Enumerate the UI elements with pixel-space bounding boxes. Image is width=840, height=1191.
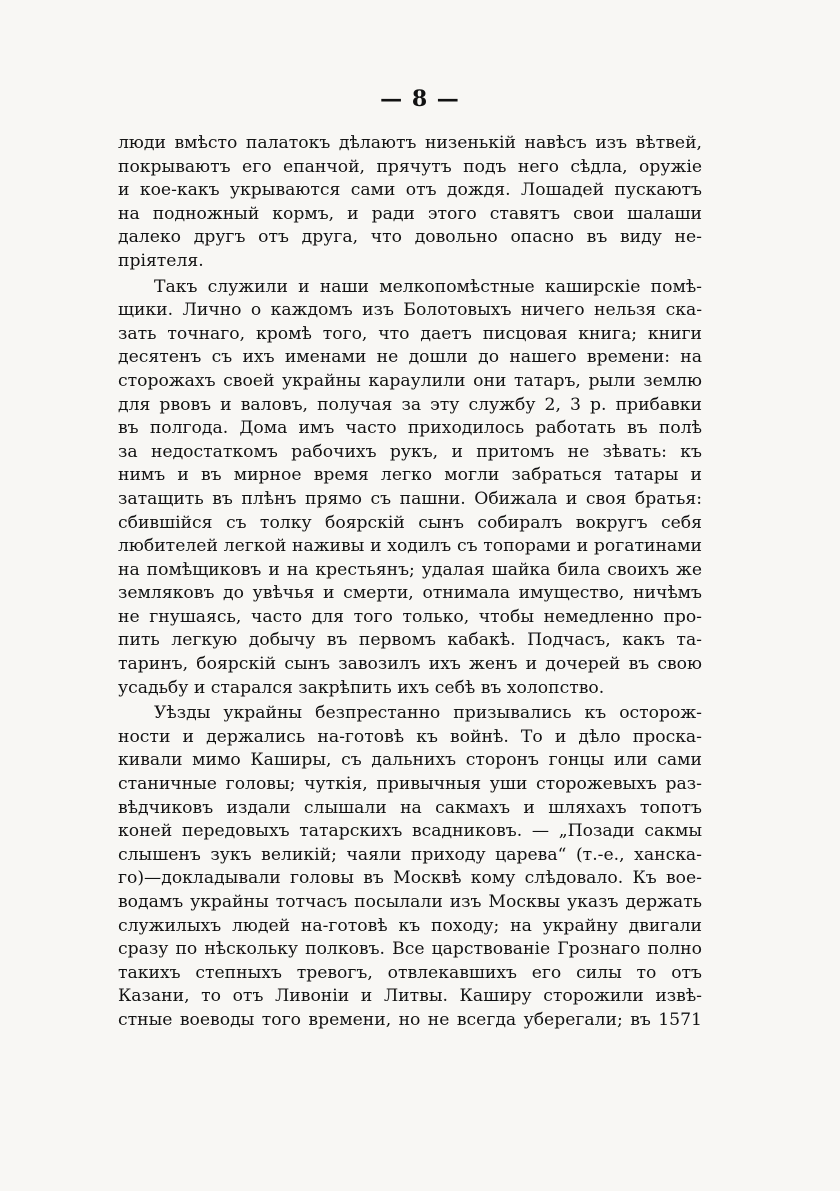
text-line: Казани, то отъ Ливоніи и Литвы. Каширу сторожили извѣ- — [118, 986, 702, 1007]
text-line: далеко другъ отъ друга, что довольно опасно въ виду не- — [118, 227, 702, 248]
text-line: такихъ степныхъ тревогъ, отвлекавшихъ его силы то отъ — [118, 962, 702, 983]
text-line: пріятеля. — [118, 250, 204, 271]
text-line: десятенъ съ ихъ именами не дошли до нашего времени: на — [118, 347, 702, 368]
text-line: сбившійся съ толку боярскій сынъ собиралъ вокругъ себя — [118, 512, 702, 533]
text-line: вѣдчиковъ издали слышали на сакмахъ и шляхахъ топотъ — [118, 797, 702, 818]
text-line: станичные головы; чуткія, привычныя уши сторожевыхъ раз- — [118, 774, 702, 795]
paragraph-1 — [118, 132, 702, 274]
text-line: и кое-какъ укрываются сами отъ дождя. Лошадей пускаютъ — [118, 180, 702, 201]
text-line: усадьбу и старался закрѣпить ихъ себѣ въ холопство. — [118, 677, 605, 698]
paragraph-3 — [118, 702, 702, 1032]
text-line: Такъ служили и наши мелкопомѣстные каширскіе помѣ- — [154, 276, 702, 297]
paragraph-2 — [118, 276, 702, 701]
text-line: за недостаткомъ рабочихъ рукъ, и притомъ не зѣвать: къ — [118, 441, 702, 462]
text-line: щики. Лично о каждомъ изъ Болотовыхъ ничего нельзя ска- — [118, 300, 702, 321]
text-line: кивали мимо Каширы, съ дальнихъ сторонъ гонцы или сами — [118, 750, 702, 771]
text-line: въ полгода. Дома имъ часто приходилось работать въ полѣ — [118, 418, 702, 439]
text-line: на помѣщиковъ и на крестьянъ; удалая шайка била своихъ же — [118, 559, 702, 580]
text-line: пить легкую добычу въ первомъ кабакѣ. Подчасъ, какъ та- — [118, 630, 702, 651]
text-line: коней передовыхъ татарскихъ всадниковъ. — „Позади сакмы — [118, 821, 702, 842]
text-line: го)—докладывали головы въ Москвѣ кому слѣдовало. Къ вое- — [118, 868, 702, 889]
text-line: для рвовъ и валовъ, получая за эту службу 2, 3 р. прибавки — [118, 394, 702, 415]
text-line: ности и держались на-готовѣ къ войнѣ. То и дѣло проска- — [118, 726, 702, 747]
text-line: сторожахъ своей украйны караулили они татаръ, рыли землю — [118, 370, 702, 391]
text-line: затащить въ плѣнъ прямо съ пашни. Обижала и своя братья: — [118, 488, 702, 509]
text-line: служилыхъ людей на-готовѣ къ походу; на украйну двигали — [118, 915, 702, 936]
text-line: зать точнаго, кромѣ того, что даетъ писцовая книга; книги — [118, 323, 702, 344]
body-text — [118, 132, 702, 1033]
text-line: люди вмѣсто палатокъ дѣлаютъ низенькій навѣсъ изъ вѣтвей, — [118, 133, 702, 153]
page-number: — 8 — — [380, 86, 460, 112]
text-line: слышенъ зукъ великій; чаяли приходу царева“ (т.-е., ханска- — [118, 844, 702, 865]
text-line: любителей легкой наживы и ходилъ съ топорами и рогатинами — [118, 536, 702, 557]
text-line: стные воеводы того времени, но не всегда уберегали; въ 1571 — [118, 1009, 702, 1030]
text-line: на подножный кормъ, и ради этого ставятъ свои шалаши — [118, 203, 702, 224]
text-line: земляковъ до увѣчья и смерти, отнимала имущество, ничѣмъ — [118, 583, 702, 604]
text-line: таринъ, боярскій сынъ завозилъ ихъ женъ и дочерей въ свою — [118, 654, 702, 675]
text-line: сразу по нѣскольку полковъ. Все царствованіе Грознаго полно — [118, 939, 702, 960]
text-line: нимъ и въ мирное время легко могли забраться татары и — [118, 465, 702, 486]
text-line: не гнушаясь, часто для того только, чтобы немедленно про- — [118, 606, 702, 627]
text-line: водамъ украйны тотчасъ посылали изъ Москвы указъ держать — [118, 892, 702, 912]
text-line: Уѣзды украйны безпрестанно призывались къ осторож- — [154, 703, 702, 724]
text-line: покрываютъ его епанчой, прячутъ подъ него сѣдла, оружіе — [118, 156, 702, 177]
